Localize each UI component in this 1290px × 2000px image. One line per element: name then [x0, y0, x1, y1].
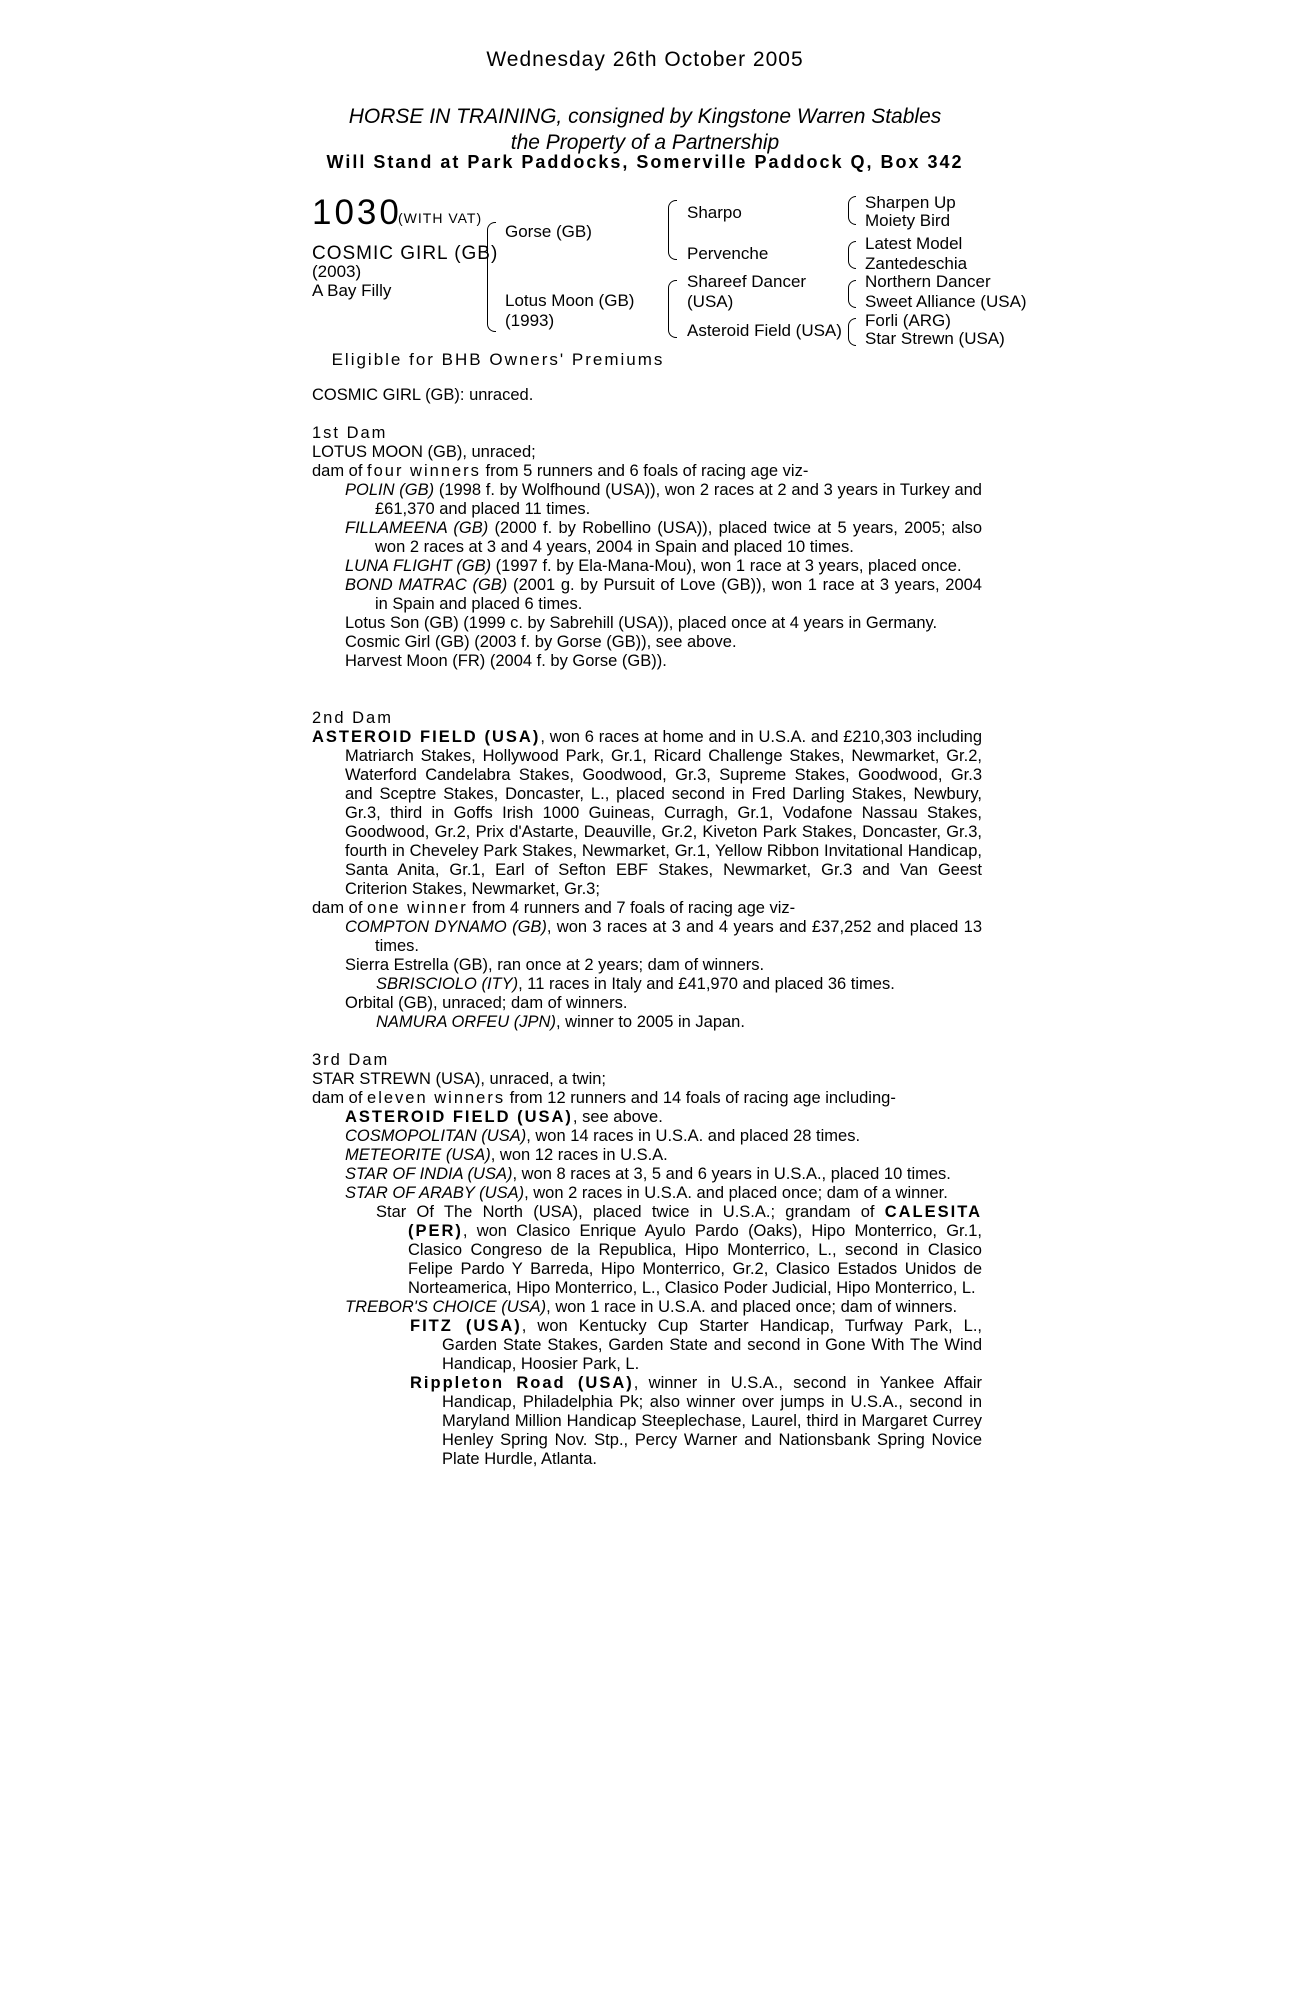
- pedigree-bracket: [848, 280, 856, 308]
- pedigree-bracket: [848, 241, 856, 269]
- pedigree-dss: Northern Dancer: [865, 272, 991, 291]
- produce-entry: LUNA FLIGHT (GB) (1997 f. by Ela-Mana-Mou), won 1 race at 3 years, placed once.: [345, 557, 962, 575]
- produce-entry: STAR OF ARABY (USA), won 2 races in U.S.A. and placed once; dam of a winner.: [345, 1184, 948, 1202]
- horse-year: (2003): [312, 262, 362, 281]
- produce-entry: Rippleton Road (USA), winner in U.S.A., second in Yankee Affair Handicap, Philadelphia Pk; also winner over jumps in U.S.A., second in Maryland Million Handicap Steeplechase, Laurel, third in Margaret Currey Henley Spring Nov. Stp., Percy Warner and Nationsbank Spring Novice Plate Hurdle, Atlanta.: [410, 1374, 982, 1468]
- dam3-heading: 3rd Dam: [312, 1051, 390, 1069]
- consignor-line: HORSE IN TRAINING, consigned by Kingstone Warren Stables: [348, 105, 942, 128]
- dam2-winners: one winner: [367, 899, 468, 917]
- dam2-heading: 2nd Dam: [312, 709, 393, 727]
- pedigree-ddd: Star Strewn (USA): [865, 329, 1005, 348]
- pedigree-bracket: [668, 200, 677, 260]
- pedigree-bracket: [668, 280, 677, 338]
- pedigree-sdd: Zantedeschia: [865, 254, 968, 273]
- pedigree-ds: Shareef Dancer: [687, 272, 807, 291]
- dam1-heading: 1st Dam: [312, 424, 388, 442]
- pedigree-bracket: [487, 222, 496, 332]
- pedigree-dd: Asteroid Field (USA): [687, 321, 842, 340]
- horse-name: COSMIC GIRL (GB): [312, 243, 499, 264]
- pedigree-sss: Sharpen Up: [865, 193, 956, 212]
- dam1-name: LOTUS MOON (GB), unraced;: [312, 443, 536, 461]
- produce-entry: METEORITE (USA), won 12 races in U.S.A.: [345, 1146, 668, 1164]
- produce-entry: POLIN (GB) (1998 f. by Wolfhound (USA)), won 2 races at 2 and 3 years in Turkey and £61,370 and placed 11 times.: [345, 481, 982, 518]
- dam3-summary: dam of eleven winners from 12 runners and 14 foals of racing age including-: [312, 1089, 896, 1107]
- produce-record: [312, 386, 982, 1469]
- dam3-winners: eleven winners: [367, 1089, 506, 1107]
- produce-entry: Sierra Estrella (GB), ran once at 2 years; dam of winners.: [345, 956, 765, 974]
- dam2-name: ASTEROID FIELD (USA): [312, 728, 541, 746]
- lot-number: 1030: [312, 193, 402, 232]
- dam3-name: STAR STREWN (USA), unraced, a twin;: [312, 1070, 607, 1088]
- produce-entry: Lotus Son (GB) (1999 c. by Sabrehill (USA)), placed once at 4 years in Germany.: [345, 614, 938, 632]
- sale-date: Wednesday 26th October 2005: [486, 48, 804, 71]
- produce-entry: ASTEROID FIELD (USA), see above.: [345, 1108, 663, 1126]
- pedigree-ssd: Moiety Bird: [865, 211, 951, 230]
- pedigree-bracket: [848, 318, 856, 346]
- produce-entry: FITZ (USA), won Kentucky Cup Starter Handicap, Turfway Park, L., Garden State Stakes, Garden State and second in Gone With The Wind Handicap, Hoosier Park, L.: [410, 1317, 982, 1373]
- pedigree-dsd: Sweet Alliance (USA): [865, 292, 1027, 311]
- dam2-summary: dam of one winner from 4 runners and 7 foals of racing age viz-: [312, 899, 796, 917]
- produce-entry: COMPTON DYNAMO (GB), won 3 races at 3 and 4 years and £37,252 and placed 13 times.: [345, 918, 982, 955]
- dam1-winners: four winners: [367, 462, 481, 480]
- pedigree-sds: Latest Model: [865, 234, 963, 253]
- produce-entry: TREBOR'S CHOICE (USA), won 1 race in U.S.A. and placed once; dam of winners.: [345, 1298, 958, 1316]
- produce-entry: COSMOPOLITAN (USA), won 14 races in U.S.A. and placed 28 times.: [345, 1127, 861, 1145]
- dam2-record: ASTEROID FIELD (USA), won 6 races at home and in U.S.A. and £210,303 including Matriarch Stakes, Hollywood Park, Gr.1, Ricard Challenge Stakes, Newmarket, Gr.2, Waterford Candelabra Stakes, Goodwood, Gr.3, Supreme Stakes, Goodwood, Gr.3 and Sceptre Stakes, Doncaster, L., placed second in Fred Darling Stakes, Newbury, Gr.3, third in Goffs Irish 1000 Guineas, Curragh, Gr.1, Vodafone Nassau Stakes, Goodwood, Gr.2, Prix d'Astarte, Deauville, Gr.2, Kiveton Park Stakes, Doncaster, Gr.3, fourth in Cheveley Park Stakes, Newmarket, Gr.1, Yellow Ribbon Invitational Handicap, Santa Anita, Gr.1, Earl of Sefton EBF Stakes, Newmarket, Gr.3 and Van Geest Criterion Stakes, Newmarket, Gr.3;: [312, 728, 982, 898]
- produce-entry: SBRISCIOLO (ITY), 11 races in Italy and £41,970 and placed 36 times.: [376, 975, 895, 993]
- unraced-line: COSMIC GIRL (GB): unraced.: [312, 386, 534, 404]
- location-line: Will Stand at Park Paddocks, Somerville Paddock Q, Box 342: [326, 152, 964, 172]
- produce-entry: Star Of The North (USA), placed twice in U.S.A.; grandam of CALESITA (PER), won Clasico Enrique Ayulo Pardo (Oaks), Hipo Monterrico, Gr.1, Clasico Congreso de la Republica, Hipo Monterrico, L., second in Clasico Felipe Pardo Y Barreda, Hipo Monterrico, Gr.2, Clasico Estados Unidos de Norteamerica, Hipo Monterrico, L., Clasico Poder Judicial, Hipo Monterrico, L.: [376, 1203, 982, 1297]
- eligibility-note: Eligible for BHB Owners' Premiums: [331, 350, 665, 369]
- pedigree-bracket: [848, 196, 856, 225]
- pedigree-ds-country: (USA): [687, 292, 734, 311]
- pedigree-ss: Sharpo: [687, 203, 742, 222]
- produce-entry: Orbital (GB), unraced; dam of winners.: [345, 994, 628, 1012]
- pedigree-dam-year: (1993): [505, 311, 555, 330]
- property-line: the Property of a Partnership: [510, 131, 780, 154]
- pedigree-dam: Lotus Moon (GB): [505, 291, 635, 310]
- produce-entry: Cosmic Girl (GB) (2003 f. by Gorse (GB)), see above.: [345, 633, 737, 651]
- vat-note: (WITH VAT): [398, 210, 483, 226]
- pedigree-sd: Pervenche: [687, 244, 769, 263]
- horse-description: A Bay Filly: [312, 281, 392, 300]
- pedigree-sire: Gorse (GB): [505, 222, 592, 241]
- produce-entry: FILLAMEENA (GB) (2000 f. by Robellino (USA)), placed twice at 5 years, 2005; also won 2 races at 3 and 4 years, 2004 in Spain and placed 10 times.: [345, 519, 982, 556]
- pedigree-dds: Forli (ARG): [865, 311, 951, 330]
- produce-entry: NAMURA ORFEU (JPN), winner to 2005 in Japan.: [376, 1013, 745, 1031]
- produce-entry: STAR OF INDIA (USA), won 8 races at 3, 5 and 6 years in U.S.A., placed 10 times.: [345, 1165, 951, 1183]
- dam1-summary: dam of four winners from 5 runners and 6 foals of racing age viz-: [312, 462, 809, 480]
- produce-entry: Harvest Moon (FR) (2004 f. by Gorse (GB)).: [345, 652, 667, 670]
- produce-entry: BOND MATRAC (GB) (2001 g. by Pursuit of Love (GB)), won 1 race at 3 years, 2004 in Spain and placed 6 times.: [345, 576, 982, 613]
